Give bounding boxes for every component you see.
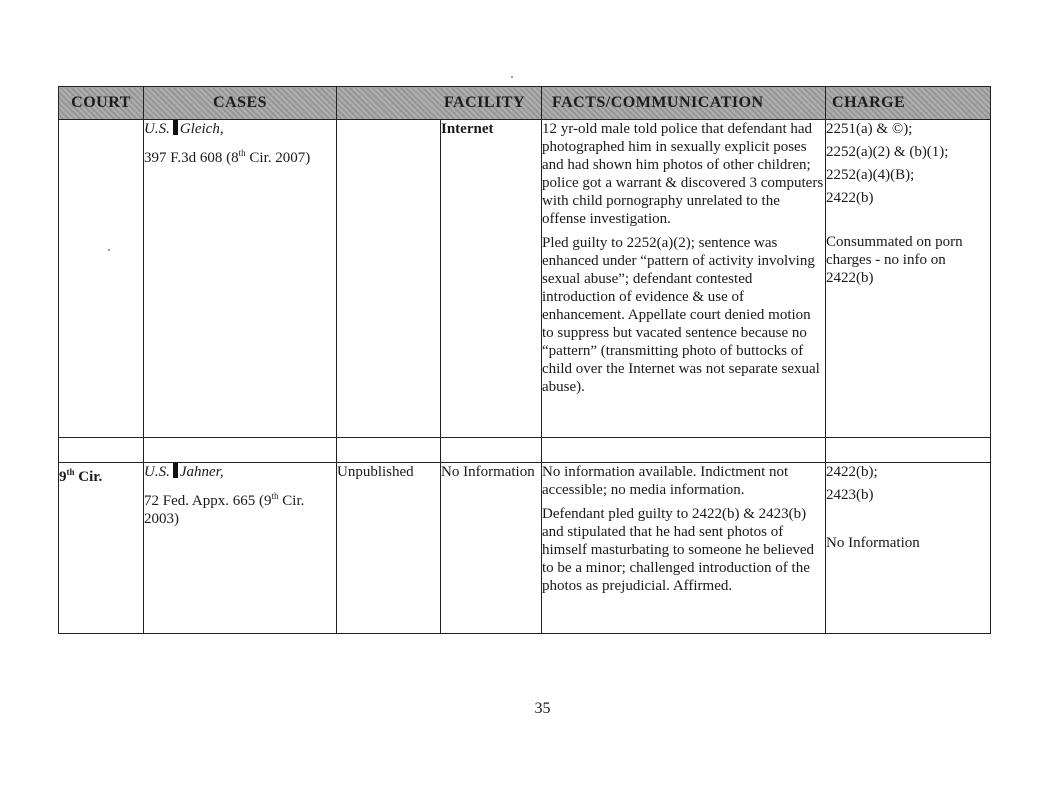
charge-cell [826,120,991,438]
scan-speck [511,76,513,78]
case-cell [144,463,337,634]
facts-cell [542,120,826,438]
header-charge: CHARGE [826,87,991,120]
table-header-row [59,87,991,120]
case-name: Gleich, [179,121,224,137]
case-prefix: U.S. [144,121,170,137]
charge-item: 2252(a)(2) & (b)(1); [826,144,949,160]
facts-paragraph: No information available. Indictment not accessible; no media information. [542,464,789,498]
facts-paragraph: 12 yr-old male told police that defendant had photographed him in sexually explicit poses and had shown him photos of other children; police got a warrant & discovered 3 computers with child pornography unrelated to the offense investigation. [542,121,824,227]
header-court: COURT [59,87,144,120]
redaction-mark [173,463,178,478]
page-number: 35 [534,700,551,717]
facts-paragraph: Defendant pled guilty to 2422(b) & 2423(b) and stipulated that he had sent photos of himself masturbating to someone he believed to be a minor; challenged introduction of the photos as prejudicial. Affirmed. [542,506,815,594]
court-cell: 9th Cir. [59,463,144,634]
charge-note: Consummated on porn charges - no info on 2422(b) [826,234,963,286]
facility-cell [337,120,441,438]
case-table [58,86,991,634]
redaction-mark [173,120,178,135]
charge-note: No Information [826,535,920,551]
charge-cell [826,463,991,634]
court-cell [59,120,144,438]
table-row [59,120,991,438]
case-name: Jahner, [179,464,224,480]
header-facts: FACTS/COMMUNICATION [542,87,826,120]
charge-item: 2422(b) [826,190,874,206]
charge-item: 2251(a) & ©); [826,121,913,137]
header-cases: CASES [144,87,337,120]
charge-item: 2423(b) [826,487,874,503]
spacer-row [59,438,991,463]
header-facility: FACILITY [337,87,542,120]
table-row [59,463,991,634]
facts-paragraph: Pled guilty to 2252(a)(2); sentence was enhanced under “pattern of activity involving sexual abuse”; defendant contested introduction of evidence & use of enhancement. Appellate court denied motion to suppress but vacated sentence because no “pattern” (transmitting photo of buttocks of child over the Internet was not separate sexual abuse). [542,235,820,395]
scan-speck [108,249,110,251]
medium-cell: Internet [441,120,542,438]
case-cell [144,120,337,438]
charge-item: 2252(a)(4)(B); [826,167,915,183]
charge-item: 2422(b); [826,464,878,480]
medium-cell: No Information [441,463,542,634]
case-citation: 397 F.3d 608 (8th Cir. 2007) [144,148,311,166]
case-citation: 72 Fed. Appx. 665 (9th Cir. 2003) [144,491,305,527]
case-prefix: U.S. [144,464,170,480]
facts-cell [542,463,826,634]
facility-cell: Unpublished [337,463,441,634]
